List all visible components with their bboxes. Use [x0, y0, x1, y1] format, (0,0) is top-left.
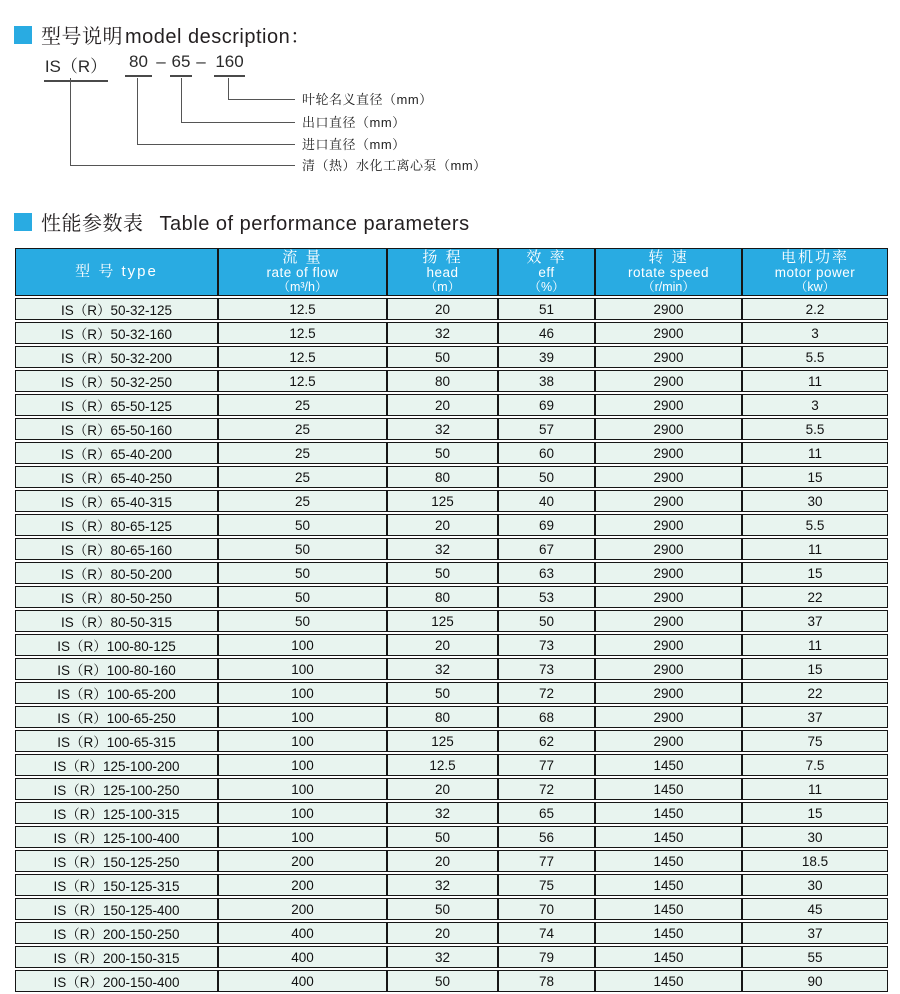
cell-type: IS（R）65-50-160 [15, 418, 218, 440]
cell-head: 20 [387, 922, 498, 944]
cell-power: 18.5 [742, 850, 888, 872]
cell-power: 3 [742, 322, 888, 344]
cell-speed: 2900 [595, 322, 742, 344]
model-code-impeller: 160 [214, 52, 245, 77]
callout-line [70, 78, 295, 166]
cell-eff: 72 [498, 682, 595, 704]
cell-type: IS（R）100-80-160 [15, 658, 218, 680]
cell-eff: 38 [498, 370, 595, 392]
cell-power: 22 [742, 682, 888, 704]
cell-power: 7.5 [742, 754, 888, 776]
callout-label-outlet-diameter: 出口直径（mm） [302, 115, 406, 130]
cell-speed: 2900 [595, 634, 742, 656]
cell-type: IS（R）50-32-125 [15, 298, 218, 320]
cell-flow: 12.5 [218, 322, 387, 344]
cell-type: IS（R）100-80-125 [15, 634, 218, 656]
cell-power: 30 [742, 826, 888, 848]
callout-label-inlet-diameter: 进口直径（mm） [302, 137, 406, 152]
cell-type: IS（R）100-65-250 [15, 706, 218, 728]
cell-eff: 46 [498, 322, 595, 344]
cell-head: 12.5 [387, 754, 498, 776]
cell-power: 90 [742, 970, 888, 992]
cell-type: IS（R）125-100-200 [15, 754, 218, 776]
cell-type: IS（R）50-32-250 [15, 370, 218, 392]
cell-eff: 77 [498, 850, 595, 872]
cell-eff: 65 [498, 802, 595, 824]
table-row [15, 346, 888, 368]
cell-eff: 67 [498, 538, 595, 560]
table-row [15, 730, 888, 752]
cell-head: 50 [387, 826, 498, 848]
cell-speed: 2900 [595, 538, 742, 560]
cell-speed: 2900 [595, 394, 742, 416]
cell-eff: 50 [498, 466, 595, 488]
cell-eff: 69 [498, 394, 595, 416]
cell-flow: 100 [218, 826, 387, 848]
cell-power: 11 [742, 778, 888, 800]
table-row [15, 898, 888, 920]
cell-type: IS（R）65-40-250 [15, 466, 218, 488]
cell-type: IS（R）125-100-250 [15, 778, 218, 800]
model-code-series: IS（R） [44, 52, 108, 82]
model-code-dash: – [196, 52, 206, 71]
table-row [15, 658, 888, 680]
cell-type: IS（R）50-32-160 [15, 322, 218, 344]
cell-speed: 2900 [595, 658, 742, 680]
cell-speed: 2900 [595, 346, 742, 368]
cell-head: 32 [387, 538, 498, 560]
col-header-rotate-speed: 转 速 rotate speed （r/min） [595, 248, 742, 296]
cell-type: IS（R）200-150-400 [15, 970, 218, 992]
cell-speed: 1450 [595, 970, 742, 992]
cell-eff: 73 [498, 658, 595, 680]
cell-head: 80 [387, 370, 498, 392]
cell-type: IS（R）80-65-160 [15, 538, 218, 560]
performance-parameters-heading [14, 207, 470, 236]
cell-speed: 1450 [595, 778, 742, 800]
table-row [15, 802, 888, 824]
cell-speed: 2900 [595, 418, 742, 440]
cell-eff: 75 [498, 874, 595, 896]
cell-speed: 2900 [595, 442, 742, 464]
cell-power: 11 [742, 538, 888, 560]
cell-eff: 50 [498, 610, 595, 632]
cell-head: 32 [387, 874, 498, 896]
cell-flow: 50 [218, 562, 387, 584]
table-row [15, 562, 888, 584]
cell-eff: 56 [498, 826, 595, 848]
section-title-cn: 性能参数表 [41, 213, 144, 235]
callout-label-impeller-diameter: 叶轮名义直径（mm） [302, 92, 433, 107]
cell-head: 32 [387, 946, 498, 968]
cell-power: 11 [742, 442, 888, 464]
cell-head: 20 [387, 850, 498, 872]
cell-flow: 25 [218, 394, 387, 416]
cell-head: 80 [387, 466, 498, 488]
cell-speed: 1450 [595, 874, 742, 896]
cell-type: IS（R）80-50-250 [15, 586, 218, 608]
cell-speed: 1450 [595, 850, 742, 872]
cell-flow: 25 [218, 466, 387, 488]
cell-power: 37 [742, 610, 888, 632]
cell-flow: 50 [218, 586, 387, 608]
cell-power: 45 [742, 898, 888, 920]
table-row [15, 538, 888, 560]
cell-type: IS（R）100-65-200 [15, 682, 218, 704]
cell-flow: 12.5 [218, 346, 387, 368]
cell-power: 75 [742, 730, 888, 752]
cell-flow: 400 [218, 970, 387, 992]
cell-head: 20 [387, 778, 498, 800]
cell-type: IS（R）125-100-315 [15, 802, 218, 824]
cell-flow: 400 [218, 922, 387, 944]
cell-power: 5.5 [742, 514, 888, 536]
performance-table-header [15, 248, 888, 296]
cell-speed: 2900 [595, 370, 742, 392]
cell-head: 20 [387, 394, 498, 416]
cell-head: 20 [387, 514, 498, 536]
table-row [15, 706, 888, 728]
cell-type: IS（R）200-150-250 [15, 922, 218, 944]
model-code-diagram [0, 0, 900, 200]
cell-eff: 77 [498, 754, 595, 776]
table-row [15, 394, 888, 416]
cell-speed: 2900 [595, 586, 742, 608]
cell-head: 32 [387, 658, 498, 680]
performance-table-body [15, 298, 888, 992]
cell-speed: 1450 [595, 826, 742, 848]
model-code-dash: – [156, 52, 166, 71]
cell-power: 11 [742, 634, 888, 656]
table-row [15, 826, 888, 848]
cell-power: 22 [742, 586, 888, 608]
cell-speed: 2900 [595, 706, 742, 728]
table-row [15, 754, 888, 776]
cell-power: 11 [742, 370, 888, 392]
cell-head: 50 [387, 346, 498, 368]
table-row [15, 442, 888, 464]
table-row [15, 922, 888, 944]
cell-flow: 100 [218, 730, 387, 752]
table-row [15, 682, 888, 704]
cell-eff: 74 [498, 922, 595, 944]
cell-flow: 50 [218, 610, 387, 632]
cell-power: 15 [742, 562, 888, 584]
cell-flow: 25 [218, 490, 387, 512]
cell-eff: 70 [498, 898, 595, 920]
cell-type: IS（R）50-32-200 [15, 346, 218, 368]
col-header-eff: 效 率 eff （%） [498, 248, 595, 296]
cell-head: 32 [387, 418, 498, 440]
section-title-en: Table of performance parameters [159, 213, 470, 235]
cell-power: 55 [742, 946, 888, 968]
cell-power: 2.2 [742, 298, 888, 320]
cell-power: 5.5 [742, 346, 888, 368]
cell-speed: 2900 [595, 490, 742, 512]
cell-eff: 62 [498, 730, 595, 752]
cell-flow: 200 [218, 874, 387, 896]
cell-eff: 39 [498, 346, 595, 368]
table-row [15, 586, 888, 608]
cell-flow: 50 [218, 538, 387, 560]
cell-head: 20 [387, 634, 498, 656]
cell-type: IS（R）125-100-400 [15, 826, 218, 848]
cell-flow: 100 [218, 658, 387, 680]
cell-power: 37 [742, 922, 888, 944]
cell-flow: 100 [218, 706, 387, 728]
cell-power: 3 [742, 394, 888, 416]
cell-eff: 63 [498, 562, 595, 584]
cell-flow: 100 [218, 802, 387, 824]
cell-speed: 1450 [595, 754, 742, 776]
table-row [15, 610, 888, 632]
cell-eff: 51 [498, 298, 595, 320]
cell-speed: 2900 [595, 466, 742, 488]
model-code-outlet: 65 [170, 52, 192, 77]
cell-type: IS（R）100-65-315 [15, 730, 218, 752]
cell-eff: 57 [498, 418, 595, 440]
cell-head: 50 [387, 898, 498, 920]
cell-eff: 72 [498, 778, 595, 800]
cell-head: 32 [387, 322, 498, 344]
cell-head: 125 [387, 490, 498, 512]
cell-flow: 100 [218, 634, 387, 656]
cell-flow: 50 [218, 514, 387, 536]
cell-eff: 73 [498, 634, 595, 656]
col-header-type: 型 号 type [15, 248, 218, 296]
cell-eff: 79 [498, 946, 595, 968]
cell-type: IS（R）200-150-315 [15, 946, 218, 968]
cell-head: 50 [387, 682, 498, 704]
cell-type: IS（R）150-125-400 [15, 898, 218, 920]
cell-head: 50 [387, 442, 498, 464]
cell-head: 20 [387, 298, 498, 320]
cell-speed: 2900 [595, 298, 742, 320]
col-header-flow: 流 量 rate of flow （m³/h） [218, 248, 387, 296]
col-header-head: 扬 程 head （m） [387, 248, 498, 296]
cell-head: 32 [387, 802, 498, 824]
cell-flow: 12.5 [218, 298, 387, 320]
cell-power: 15 [742, 802, 888, 824]
cell-head: 50 [387, 970, 498, 992]
table-row [15, 370, 888, 392]
cell-type: IS（R）150-125-315 [15, 874, 218, 896]
cell-speed: 2900 [595, 562, 742, 584]
table-row [15, 946, 888, 968]
cell-eff: 69 [498, 514, 595, 536]
cell-flow: 100 [218, 682, 387, 704]
cell-eff: 78 [498, 970, 595, 992]
cell-flow: 100 [218, 754, 387, 776]
cell-head: 125 [387, 730, 498, 752]
cell-speed: 1450 [595, 922, 742, 944]
cell-speed: 2900 [595, 610, 742, 632]
table-row [15, 298, 888, 320]
cell-power: 30 [742, 490, 888, 512]
cell-flow: 25 [218, 442, 387, 464]
table-row [15, 850, 888, 872]
cell-flow: 200 [218, 898, 387, 920]
section-title-en: model description： [125, 26, 311, 48]
cell-flow: 400 [218, 946, 387, 968]
cell-eff: 60 [498, 442, 595, 464]
cell-head: 80 [387, 706, 498, 728]
cell-power: 15 [742, 658, 888, 680]
cell-flow: 12.5 [218, 370, 387, 392]
cell-type: IS（R）150-125-250 [15, 850, 218, 872]
cell-type: IS（R）65-40-315 [15, 490, 218, 512]
cell-type: IS（R）80-50-315 [15, 610, 218, 632]
cell-flow: 100 [218, 778, 387, 800]
cell-head: 125 [387, 610, 498, 632]
cell-power: 5.5 [742, 418, 888, 440]
cell-type: IS（R）80-50-200 [15, 562, 218, 584]
cell-speed: 2900 [595, 682, 742, 704]
cell-eff: 68 [498, 706, 595, 728]
cell-type: IS（R）80-65-125 [15, 514, 218, 536]
table-row [15, 778, 888, 800]
cell-power: 15 [742, 466, 888, 488]
table-row [15, 634, 888, 656]
table-row [15, 490, 888, 512]
cell-speed: 1450 [595, 898, 742, 920]
table-row [15, 322, 888, 344]
cell-power: 37 [742, 706, 888, 728]
table-row [15, 466, 888, 488]
table-row [15, 970, 888, 992]
performance-table [15, 246, 888, 994]
callout-label-pump-type: 清（热）水化工离心泵（mm） [302, 158, 487, 173]
table-row [15, 514, 888, 536]
cell-eff: 40 [498, 490, 595, 512]
cell-speed: 1450 [595, 946, 742, 968]
cell-speed: 1450 [595, 802, 742, 824]
cell-type: IS（R）65-50-125 [15, 394, 218, 416]
table-row [15, 874, 888, 896]
cell-speed: 2900 [595, 514, 742, 536]
section-title-cn: 型号说明 [41, 26, 123, 48]
blue-square-bullet-icon [14, 213, 32, 231]
col-header-motor-power: 电机功率 motor power （kw） [742, 248, 888, 296]
cell-flow: 200 [218, 850, 387, 872]
cell-flow: 25 [218, 418, 387, 440]
cell-power: 30 [742, 874, 888, 896]
table-row [15, 418, 888, 440]
model-code-inlet: 80 [125, 52, 152, 77]
cell-head: 50 [387, 562, 498, 584]
cell-type: IS（R）65-40-200 [15, 442, 218, 464]
cell-speed: 2900 [595, 730, 742, 752]
cell-head: 80 [387, 586, 498, 608]
cell-eff: 53 [498, 586, 595, 608]
section-title [41, 207, 470, 236]
